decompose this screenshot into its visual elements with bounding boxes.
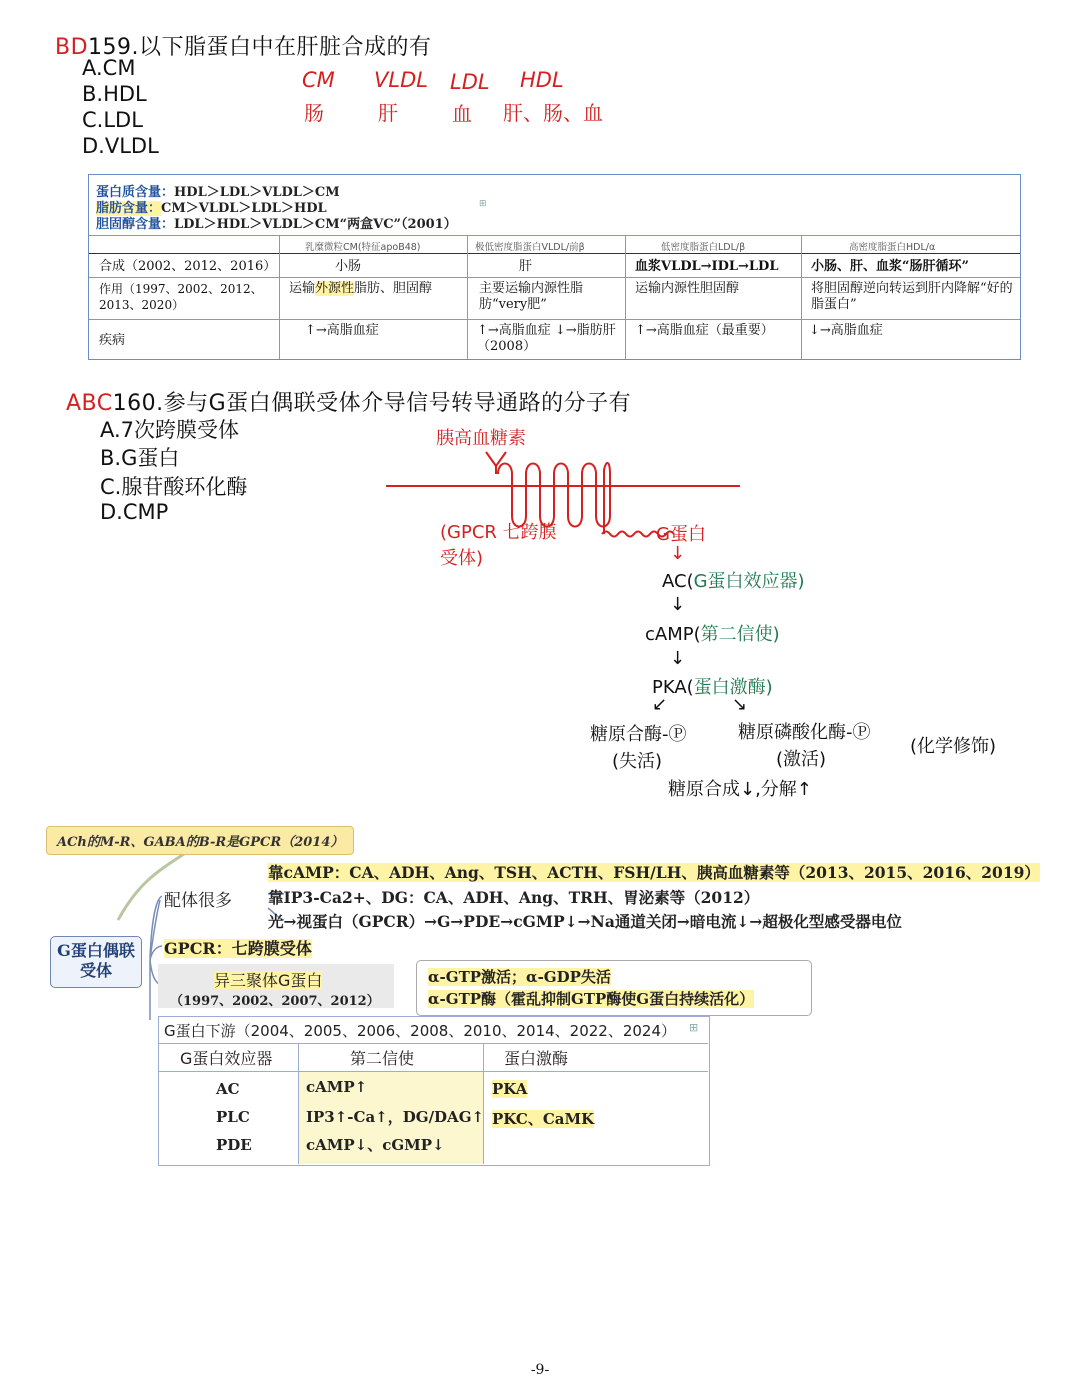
effector-pde: PDE [216,1136,252,1154]
col-kinase: 蛋白激酶 [504,1049,569,1068]
row-disease-head: 疾病 [99,333,126,348]
table-expand-icon: ⊞ [689,1021,699,1034]
glycogen-phosphorylase: 糖原磷酸化酶-Ⓟ [738,722,871,743]
effector-plc: PLC [216,1108,250,1126]
trimer-label: 异三聚体G蛋白 [214,971,323,990]
receptor-label: (GPCR 七跨膜受体) [440,522,557,569]
function-cm: 运输外源性脂肪、胆固醇 [289,281,433,296]
option-b: B.G蛋白 [100,446,180,470]
mindmap-root [50,936,142,988]
pka-label: PKA(蛋白激酶) [652,677,773,698]
col-ldl: 低密度脂蛋白LDL/β [661,242,746,253]
gprotein-label: G蛋白 [656,524,706,545]
question-160 [66,386,631,417]
option-c: C.腺苷酸环化酶 [100,475,248,499]
col-second-messenger: 第二信使 [350,1049,415,1068]
function-hdl: 将胆固醇逆向转运到肝内降解“好的脂蛋白” [811,281,1013,312]
summary-protein: 蛋白质含量：HDL＞LDL＞VLDL＞CM [96,185,340,200]
answer-mark: BD [55,35,89,60]
chemical-modification-note: (化学修饰) [910,736,997,757]
synthesis-vldl: 肝 [519,259,533,274]
option-d: D.CMP [100,500,169,524]
arrow-down-icon: ↓ [670,543,686,564]
function-ldl: 运输内源性胆固醇 [635,281,740,296]
messenger-camp: cAMP↑ [306,1078,368,1096]
ligand-item-light: 光→视蛋白（GPCR）→G→PDE→cGMP↓→Na通道关闭→暗电流↓→超极化型感受器电位 [268,912,902,931]
synthesis-cm: 小肠 [335,259,362,274]
mindmap-root-label: G蛋白偶联受体 [57,941,135,980]
arrow-down-right-icon: ↘ [732,694,748,715]
col-cm: 乳糜微粒CM(特征apoB48) [305,242,421,253]
glycogen-phosphorylase-state: (激活) [776,749,827,770]
trimer-years: （1997、2002、2007、2012） [170,994,380,1009]
note-cm-origin: 肠 [304,101,324,125]
messenger-cgmp: cAMP↓、cGMP↓ [306,1136,445,1154]
ligand-branch: 配体很多 [164,891,232,911]
option-b: B.HDL [82,82,147,106]
ac-label: AC(G蛋白效应器) [662,571,805,592]
question-stem: 159.以下脂蛋白中在肝脏合成的有 [88,35,432,60]
glycogen-result: 糖原合成↓,分解↑ [668,779,812,800]
option-c: C.LDL [82,108,143,132]
row-function-head: 作用（1997、2002、2012、2013、2020） [99,282,263,312]
option-a: A.7次跨膜受体 [100,418,240,442]
summary-cholesterol: 胆固醇含量：LDL＞HDL＞VLDL＞CM“两盒VC”（2001） [96,217,457,232]
col-hdl: 高密度脂蛋白HDL/α [849,242,936,253]
disease-hdl: ↓→高脂血症 [809,323,883,338]
glycogen-synthase: 糖原合酶-Ⓟ [590,724,687,745]
table-expand-icon: ⊞ [479,199,487,209]
trimer-note-activation: α-GTP激活；α-GDP失活 [428,968,611,986]
page-number: -9- [530,1362,550,1378]
col-effector: G蛋白效应器 [180,1049,273,1068]
option-d: D.VLDL [82,134,159,158]
synthesis-ldl: 血浆VLDL→IDL→LDL [635,259,779,274]
lipoprotein-table [88,174,1021,360]
arrow-down-icon: ↓ [670,594,686,615]
disease-ldl: ↑→高脂血症（最重要） [635,323,774,338]
mindmap-banner: ACh的M-R、GABA的B-R是GPCR（2014） [46,826,354,855]
glycogen-synthase-state: (失活) [612,751,663,772]
function-vldl: 主要运输内源性脂肪“very肥” [479,281,584,312]
kinase-pkc: PKC、CaMK [492,1110,595,1128]
note-cm: CM [302,68,335,92]
note-ldl: LDL [450,70,490,94]
answer-mark: ABC [66,391,113,416]
note-ldl-origin: 血 [452,102,472,126]
trimer-note-gtpase: α-GTP酶（霍乱抑制GTP酶使G蛋白持续活化） [428,990,755,1008]
ligand-item-camp: 靠cAMP：CA、ADH、Ang、TSH、ACTH、FSH/LH、胰高血糖素等（2013、2015、2016、2019） [268,863,1040,882]
arrow-down-left-icon: ↙ [652,694,668,715]
ligand-label: 胰高血糖素 [436,428,526,449]
effector-ac: AC [216,1080,240,1098]
note-hdl: HDL [520,68,564,92]
question-stem: 160.参与G蛋白偶联受体介导信号转导通路的分子有 [112,391,632,416]
messenger-ip3: IP3↑-Ca↑，DG/DAG↑ [306,1108,485,1126]
summary-fat: 脂肪含量：CM＞VLDL＞LDL＞HDL [96,201,327,216]
note-hdl-origin: 肝、肠、血 [503,101,603,125]
row-synthesis-head: 合成（2002、2012、2016） [99,259,277,274]
option-a: A.CM [82,56,136,80]
arrow-down-icon: ↓ [670,648,686,669]
note-vldl-origin: 肝 [378,101,398,125]
col-vldl: 极低密度脂蛋白VLDL/前β [475,242,585,253]
camp-label: cAMP(第二信使) [645,624,780,645]
synthesis-hdl: 小肠、肝、血浆“肠肝循环” [811,259,969,274]
gpcr-line: GPCR：七跨膜受体 [164,939,312,958]
downstream-title: G蛋白下游（2004、2005、2006、2008、2010、2014、2022、2024） [164,1022,677,1040]
disease-cm: ↑→高脂血症 [305,323,379,338]
disease-vldl: ↑→高脂血症 ↓→脂肪肝（2008） [477,323,616,354]
kinase-pka: PKA [492,1080,528,1098]
note-vldl: VLDL [374,68,428,92]
ligand-item-ip3: 靠IP3-Ca2+、DG：CA、ADH、Ang、TRH、胃泌素等（2012） [268,888,760,907]
